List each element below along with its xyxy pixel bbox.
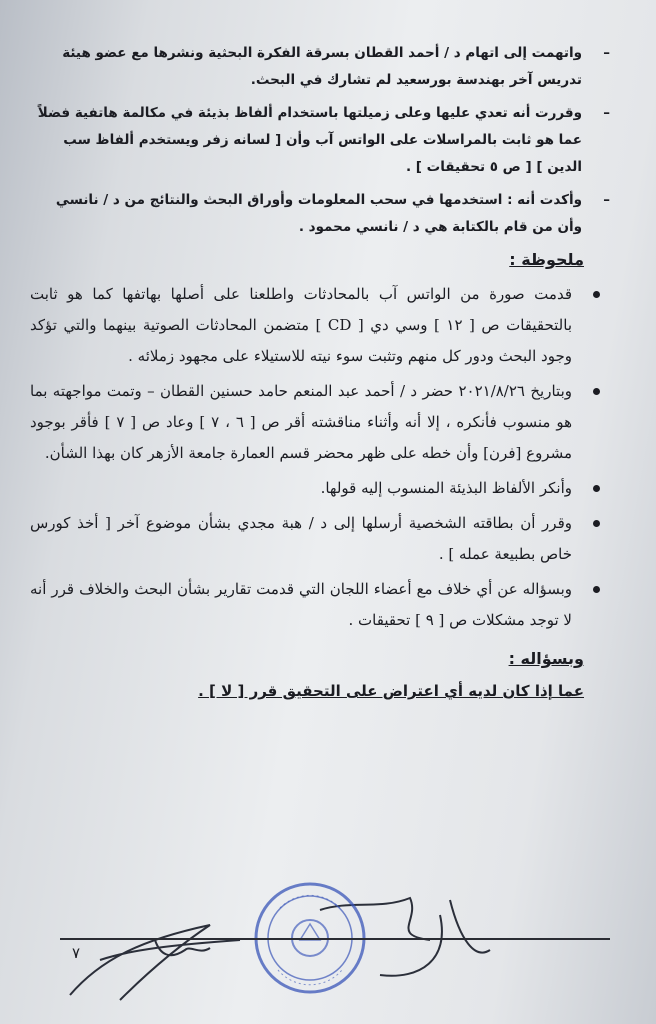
signature-left (60, 900, 250, 1010)
page-number: ٧ (72, 944, 81, 962)
paragraph-text: وأكدت أنه : استخدمها في سحب المعلومات وأوراق البحث والنتائج من د / نانسي وأن من قام بالكتابة هي د / نانسي محمود . (55, 192, 582, 235)
list-item: وقرر أن بطاقته الشخصية أرسلها إلى د / هبة مجدي بشأن موضوع آخر [ أخذ كورس خاص بطبيعة عمله ] . (30, 508, 620, 570)
list-item: قدمت صورة من الواتس آب بالمحادثات واطلعنا على أصلها بهاتفها كما هو ثابت بالتحقيقات ص [ ١٢ ] وسي دي [ CD ] متضمن المحادثات الصوتية بينهما والتي تؤكد وجود البحث ودور كل منهم وتثبت سوء نيته للاستيلاء على مجهود زملائه . (30, 279, 620, 372)
footer-rule (60, 938, 610, 940)
dash-marker: – (603, 192, 610, 208)
list-item: وأنكر الألفاظ البذيئة المنسوب إليه قولها. (30, 473, 620, 504)
list-item: وبتاريخ ٢٠٢١/٨/٢٦ حضر د / أحمد عبد المنعم حامد حسنين القطان – وتمت مواجهته بما هو منسوب فأنكره ، إلا أنه وأثناء مناقشته أقر ص [ ٦ ، ٧ ] وعاد ص [ ٧ ] فأقر بوجود مشروع [فرن] وأن خطه على ظهر محضر قسم العمارة جامعة الأزهر كان بهذا الشأن. (30, 376, 620, 469)
paragraph-text: وقررت أنه تعدي عليها وعلى زميلتها باستخدام ألفاظ بذيئة في مكالمة هاتفية فضلاً عما هو ثابت بالمراسلات على الواتس آب وأن [ لسانه زفر ويستخدم ألفاظ سب الدين ] [ ص ٥ تحقيقات ] . (37, 105, 582, 175)
paragraph-confirmation (30, 187, 620, 241)
bullet-icon (593, 291, 600, 298)
paragraph-accusation (30, 40, 620, 94)
paragraph-text: واتهمت إلى اتهام د / أحمد القطان بسرقة الفكرة البحثية ونشرها مع عضو هيئة تدريس آخر بهندسة بورسعيد لم تشارك في البحث. (62, 45, 582, 88)
bullet-icon (593, 520, 600, 527)
dash-marker: – (603, 105, 610, 121)
document-body (30, 40, 620, 704)
note-list (30, 279, 620, 636)
list-item: وبسؤاله عن أي خلاف مع أعضاء اللجان التي قدمت تقارير بشأن البحث والخلاف قرر أنه لا توجد مشكلات ص [ ٩ ] تحقيقات . (30, 574, 620, 636)
final-question: عما إذا كان لديه أي اعتراض على التحقيق قرر [ لا ] . (198, 682, 584, 700)
paragraph-assault (30, 100, 620, 181)
bullet-icon (593, 485, 600, 492)
bullet-icon (593, 586, 600, 593)
note-heading: ملحوظة : (509, 250, 584, 269)
dash-marker: – (603, 45, 610, 61)
question-heading: وبسؤاله : (508, 649, 584, 668)
bullet-icon (593, 388, 600, 395)
